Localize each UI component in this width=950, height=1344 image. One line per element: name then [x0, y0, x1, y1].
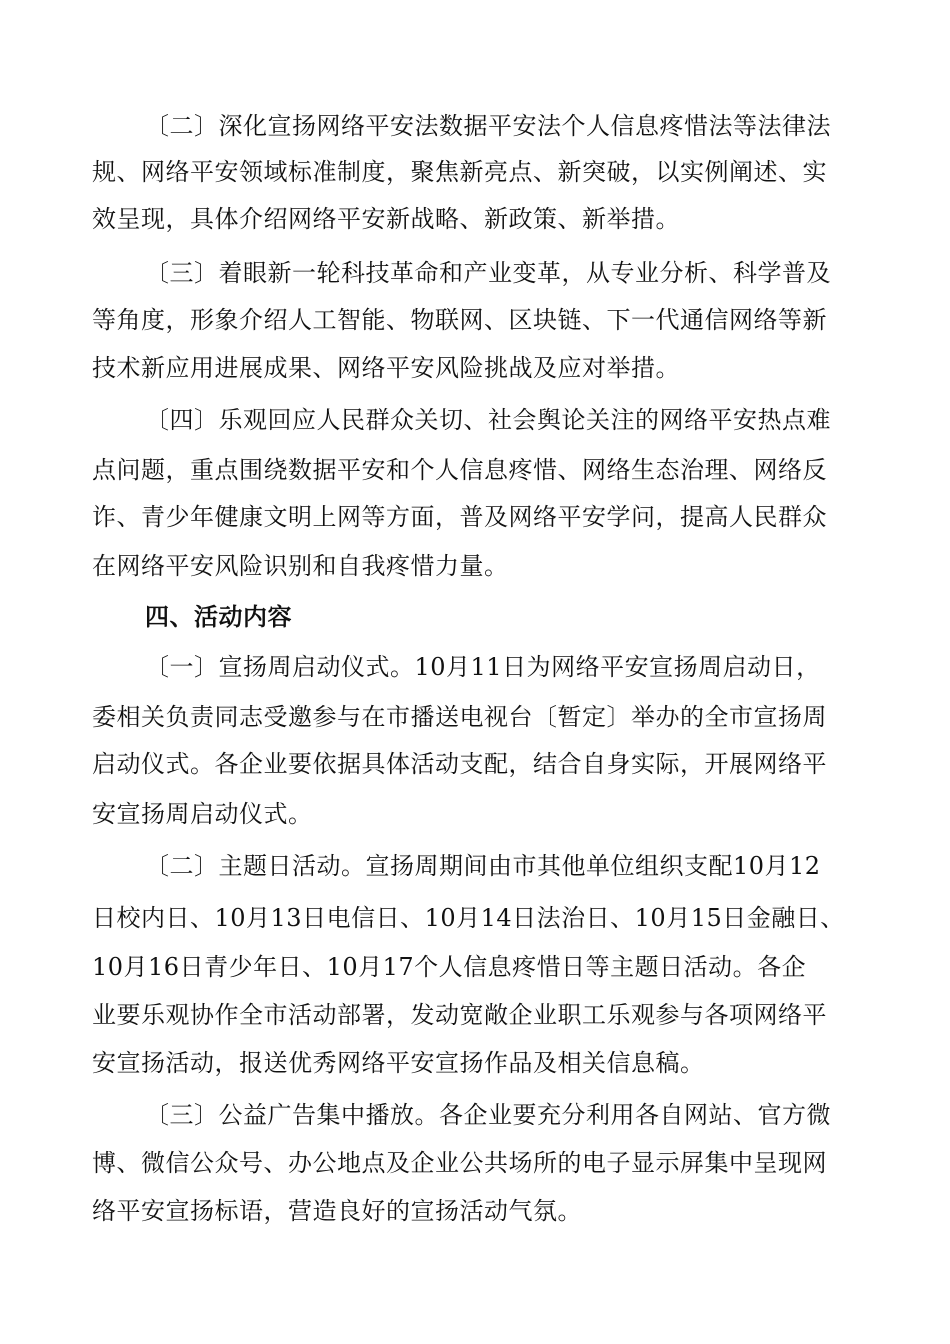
activity-2-line-2: 日校内日、10月13日电信日、10月14日法治日、10月15日金融日、 — [92, 904, 845, 932]
activity-2-line-5: 安宣扬活动，报送优秀网络平安宣扬作品及相关信息稿。 — [92, 1049, 705, 1077]
paragraph-3-line-1: 〔三〕着眼新一轮科技革命和产业变革，从专业分析、科学普及 — [145, 259, 831, 287]
paragraph-4-line-2: 点问题，重点围绕数据平安和个人信息疼惜、网络生态治理、网络反 — [92, 456, 827, 484]
activity-2-line-1: 〔二〕主题日活动。宣扬周期间由市其他单位组织支配10月12 — [145, 852, 821, 880]
paragraph-4-line-4: 在网络平安风险识别和自我疼惜力量。 — [92, 552, 509, 580]
paragraph-4-line-3: 诈、青少年健康文明上网等方面，普及网络平安学问，提高人民群众 — [92, 503, 827, 531]
paragraph-2-line-1: 〔二〕深化宣扬网络平安法数据平安法个人信息疼惜法等法律法 — [145, 112, 831, 140]
activity-3-line-2: 博、微信公众号、办公地点及企业公共场所的电子显示屏集中呈现网 — [92, 1149, 827, 1177]
activity-2-line-3: 10月16日青少年日、10月17个人信息疼惜日等主题日活动。各企 — [92, 953, 807, 981]
paragraph-3-line-3: 技术新应用进展成果、网络平安风险挑战及应对举措。 — [92, 354, 680, 382]
activity-1-line-3: 启动仪式。各企业要依据具体活动支配，结合自身实际，开展网络平 — [92, 750, 827, 778]
paragraph-4-line-1: 〔四〕乐观回应人民群众关切、社会舆论关注的网络平安热点难 — [145, 406, 831, 434]
activity-1-line-1: 〔一〕宣扬周启动仪式。10月11日为网络平安宣扬周启动日， — [145, 653, 821, 681]
activity-2-line-4: 业要乐观协作全市活动部署，发动宽敞企业职工乐观参与各项网络平 — [92, 1001, 827, 1029]
activity-3-line-3: 络平安宣扬标语，营造良好的宣扬活动气氛。 — [92, 1197, 582, 1225]
section-heading: 四、活动内容 — [145, 603, 292, 631]
activity-3-line-1: 〔三〕公益广告集中播放。各企业要充分利用各自网站、官方微 — [145, 1101, 831, 1129]
activity-1-line-2: 委相关负责同志受邀参与在市播送电视台〔暂定〕举办的全市宣扬周 — [92, 703, 827, 731]
activity-1-line-4: 安宣扬周启动仪式。 — [92, 800, 313, 828]
paragraph-2-line-3: 效呈现，具体介绍网络平安新战略、新政策、新举措。 — [92, 205, 680, 233]
paragraph-3-line-2: 等角度，形象介绍人工智能、物联网、区块链、下一代通信网络等新 — [92, 306, 827, 334]
paragraph-2-line-2: 规、网络平安领域标准制度，聚焦新亮点、新突破，以实例阐述、实 — [92, 158, 827, 186]
